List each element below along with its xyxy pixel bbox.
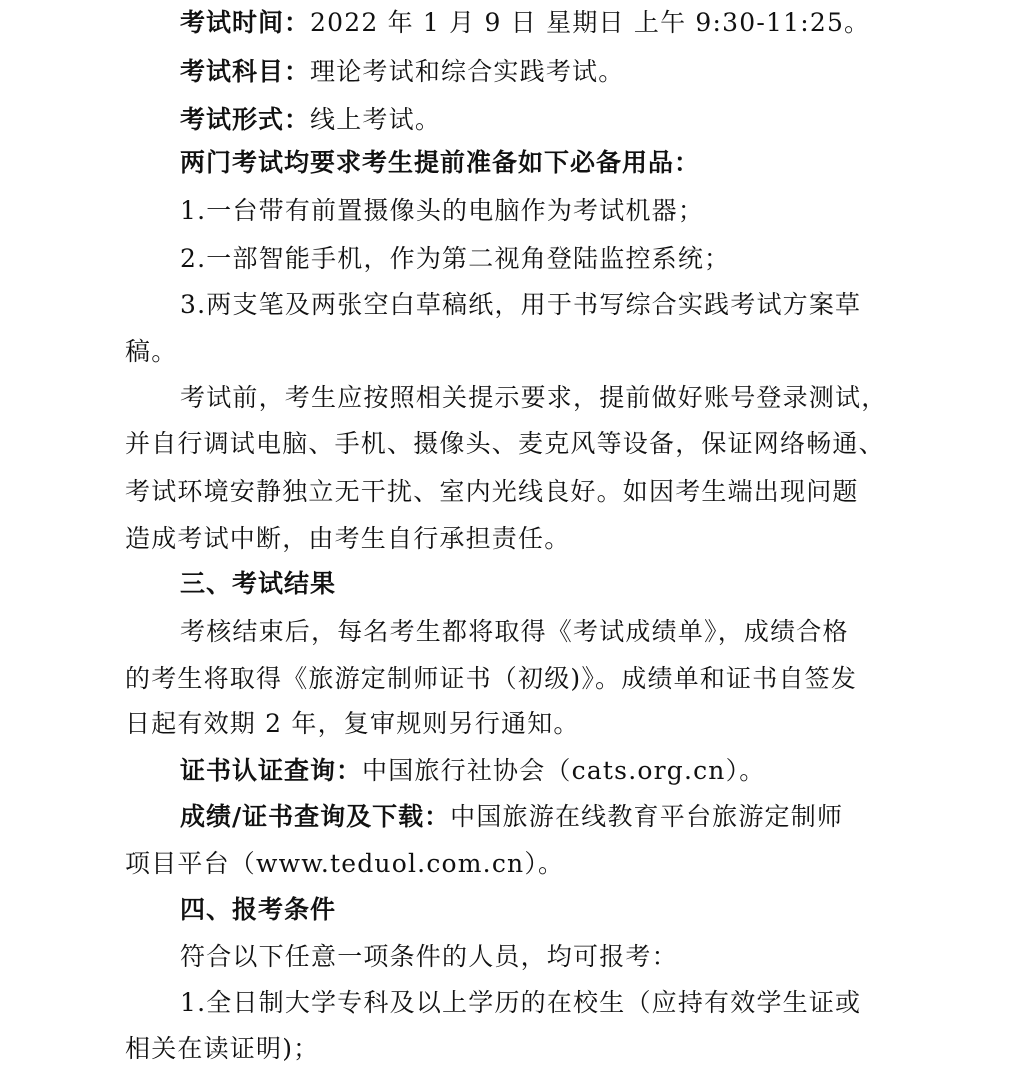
- cert-query-value: 中国旅行社协会（cats.org.cn）。: [362, 756, 766, 785]
- requirement-item-2: 2.一部智能手机，作为第二视角登陆监控系统；: [180, 244, 731, 273]
- exam-format-label: 考试形式：: [180, 105, 311, 134]
- pre-exam-line-3: 考试环境安静独立无干扰、室内光线良好。如因考生端出现问题: [125, 477, 859, 506]
- download-line-2: 项目平台（www.teduol.com.cn）。: [125, 849, 565, 878]
- section-4-item-1-line-1: 1.全日制大学专科及以上学历的在校生（应持有效学生证或: [180, 988, 862, 1017]
- download-line: [180, 802, 843, 832]
- requirements-heading: 两门考试均要求考生提前准备如下必备用品：: [180, 148, 701, 177]
- cert-query-line: [180, 756, 766, 786]
- section-4-item-1-line-2: 相关在读证明)；: [125, 1034, 320, 1063]
- section-3-heading: 三、考试结果: [180, 569, 337, 598]
- section-4-intro: 符合以下任意一项条件的人员，均可报考：: [180, 942, 678, 971]
- exam-time-label: 考试时间：: [180, 8, 311, 37]
- section-3-line-2: 的考生将取得《旅游定制师证书（初级)》。成绩单和证书自签发: [125, 664, 858, 693]
- requirement-item-3-line-2: 稿。: [125, 337, 178, 366]
- pre-exam-line-4: 造成考试中断，由考生自行承担责任。: [125, 524, 571, 553]
- section-3-line-3: 日起有效期 2 年，复审规则另行通知。: [125, 709, 580, 738]
- download-label: 成绩/证书查询及下载：: [180, 802, 451, 831]
- exam-format-line: [180, 105, 441, 135]
- download-value: 中国旅游在线教育平台旅游定制师: [450, 802, 844, 831]
- section-4-heading: 四、报考条件: [180, 895, 337, 924]
- exam-subject-label: 考试科目：: [180, 57, 311, 86]
- cert-query-label: 证书认证查询：: [180, 756, 363, 785]
- pre-exam-line-1: 考试前，考生应按照相关提示要求，提前做好账号登录测试，: [180, 383, 888, 412]
- exam-subject-value: 理论考试和综合实践考试。: [310, 57, 625, 86]
- exam-time-value: 2022 年 1 月 9 日 星期日 上午 9:30-11:25。: [310, 8, 871, 37]
- section-3-line-1: 考核结束后，每名考生都将取得《考试成绩单》，成绩合格: [180, 617, 849, 646]
- exam-format-value: 线上考试。: [310, 105, 442, 134]
- exam-time-line: [180, 8, 870, 38]
- pre-exam-line-2: 并自行调试电脑、手机、摄像头、麦克风等设备，保证网络畅通、: [125, 429, 885, 458]
- exam-subject-line: [180, 57, 624, 87]
- requirement-item-1: 1.一台带有前置摄像头的电脑作为考试机器；: [180, 196, 705, 225]
- requirement-item-3-line-1: 3.两支笔及两张空白草稿纸，用于书写综合实践考试方案草: [180, 290, 862, 319]
